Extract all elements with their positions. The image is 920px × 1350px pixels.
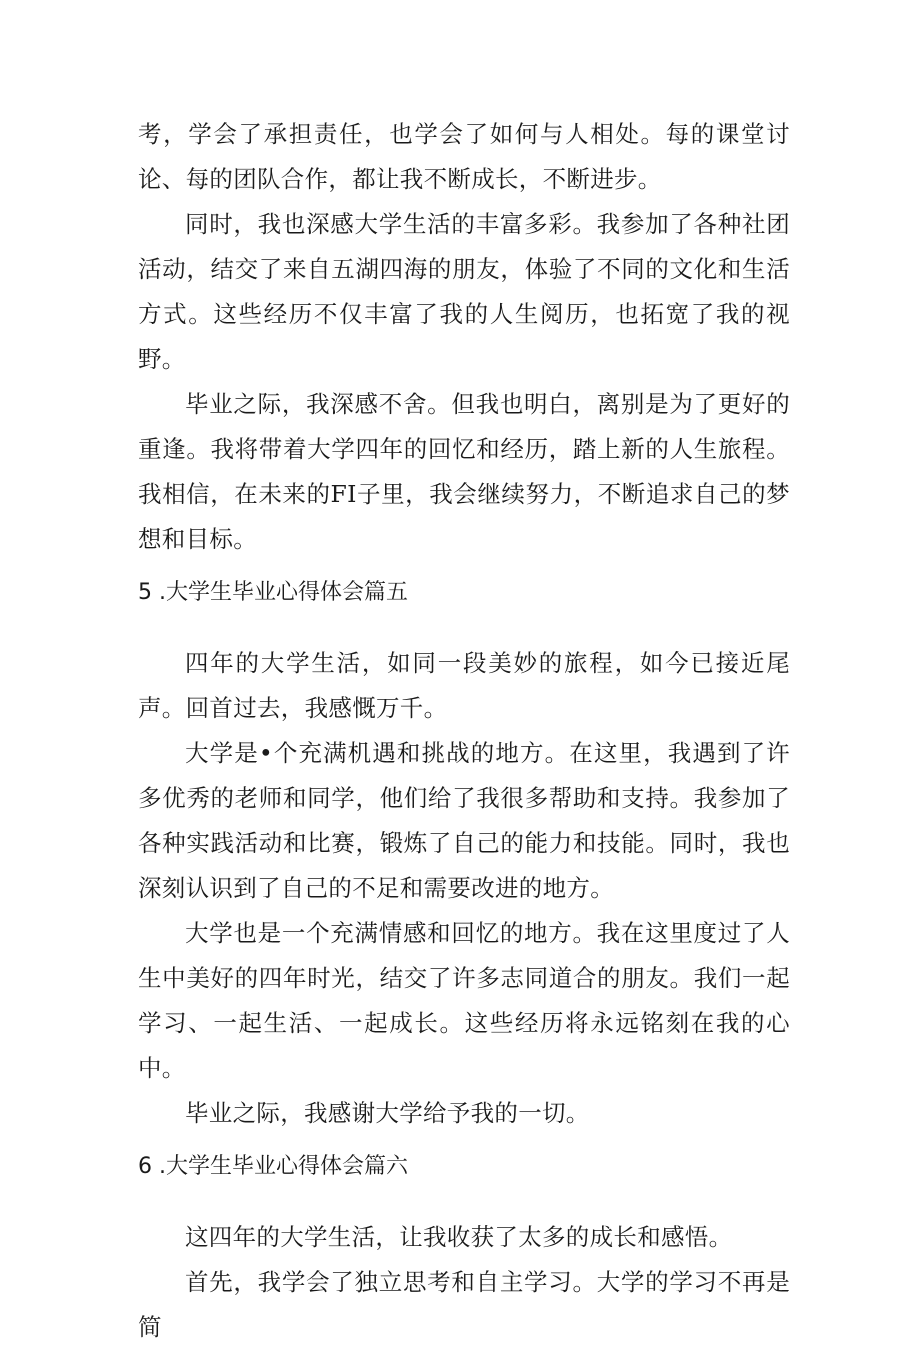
paragraph: 同时，我也深感大学生活的丰富多彩。我参加了各种社团活动，结交了来自五湖四海的朋友，体验了不同的文化和生活方式。这些经历不仅丰富了我的人生阅历，也拓宽了我的视野。 <box>138 210 790 373</box>
paragraph: 四年的大学生活，如同一段美妙的旅程，如今已接近尾声。回首过去，我感慨万千。 <box>138 649 790 722</box>
paragraph: 毕业之际，我深感不舍。但我也明白，离别是为了更好的重逢。我将带着大学四年的回忆和经历，踏上新的人生旅程。我相信，在未来的FI子里，我会继续努力，不断追求自己的梦想和目标。 <box>138 390 790 553</box>
section-number: 5 <box>138 580 152 605</box>
section-title: .大学生毕业心得体会篇六 <box>159 1154 408 1179</box>
paragraph: 大学也是一个充满情感和回忆的地方。我在这里度过了人生中美好的四年时光，结交了许多志同道合的朋友。我们一起学习、一起生活、一起成长。这些经历将永远铭刻在我的心中。 <box>138 919 790 1082</box>
section-heading-5 <box>138 578 790 608</box>
paragraph: 这四年的大学生活，让我收获了太多的成长和感悟。 <box>185 1223 733 1251</box>
paragraph: 毕业之际，我感谢大学给予我的一切。 <box>185 1099 590 1127</box>
section-title: .大学生毕业心得体会篇五 <box>159 580 408 605</box>
document-page <box>138 112 790 1350</box>
paragraph: 考，学会了承担责任，也学会了如何与人相处。每的课堂讨论、每的团队合作，都让我不断成长，不断进步。 <box>138 120 790 193</box>
paragraph: 首先，我学会了独立思考和自主学习。大学的学习不再是简 <box>138 1268 790 1341</box>
paragraph: 大学是•个充满机遇和挑战的地方。在这里，我遇到了许多优秀的老师和同学，他们给了我很多帮助和支持。我参加了各种实践活动和比赛，锻炼了自己的能力和技能。同时，我也深刻认识到了自己的不足和需要改进的地方。 <box>138 739 790 902</box>
section-heading-6 <box>138 1152 790 1182</box>
section-number: 6 <box>138 1154 152 1179</box>
